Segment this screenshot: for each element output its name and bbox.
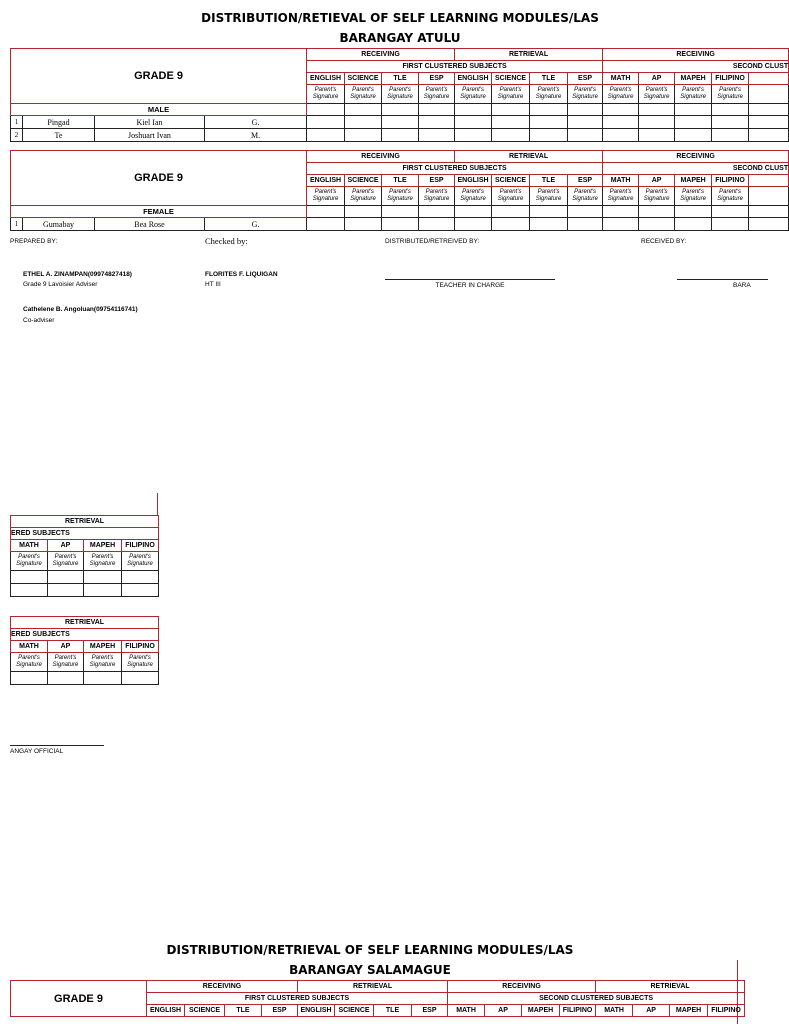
student-middle-initial: M. bbox=[205, 129, 307, 142]
clustered-header-cut: ERED SUBJECTS bbox=[11, 629, 159, 641]
subject-english: ENGLISH bbox=[455, 73, 492, 85]
receiving-header: RECEIVING bbox=[307, 49, 455, 61]
subject-ap: AP bbox=[48, 641, 84, 653]
subject-ap: AP bbox=[633, 1005, 670, 1017]
second-clustered-header: SECOND CLUST bbox=[603, 163, 789, 175]
female-label: FEMALE bbox=[11, 206, 307, 218]
subject-esp: ESP bbox=[419, 73, 455, 85]
student-first-name: Kiel Ian bbox=[95, 116, 205, 129]
subject-science: SCIENCE bbox=[492, 175, 530, 187]
student-first-name: Bea Rose bbox=[95, 218, 205, 231]
subject-esp: ESP bbox=[568, 175, 603, 187]
subject-mapeh: MAPEH bbox=[84, 540, 122, 552]
receiving-header: RECEIVING bbox=[603, 49, 789, 61]
subject-math: MATH bbox=[11, 641, 48, 653]
signature-line bbox=[677, 279, 768, 280]
male-label: MALE bbox=[11, 104, 307, 116]
subject-mapeh: MAPEH bbox=[675, 175, 712, 187]
subject-math: MATH bbox=[603, 175, 639, 187]
parents-signature: Parent's Signature bbox=[492, 85, 530, 104]
student-last-name: Pingad bbox=[23, 116, 95, 129]
parents-signature: Parent's Signature bbox=[530, 187, 568, 206]
clustered-header-cut: ERED SUBJECTS bbox=[11, 528, 159, 540]
grade-label: GRADE 9 bbox=[11, 981, 147, 1017]
subject-tle: TLE bbox=[530, 175, 568, 187]
subject-mapeh: MAPEH bbox=[675, 73, 712, 85]
retrieval-fragment-table bbox=[10, 616, 159, 685]
subject-filipino: FILIPINO bbox=[712, 73, 749, 85]
subject-tle: TLE bbox=[382, 175, 419, 187]
parents-signature: Parent's Signature bbox=[675, 85, 712, 104]
subject-ap: AP bbox=[48, 540, 84, 552]
teacher-in-charge-label: TEACHER IN CHARGE bbox=[435, 282, 505, 289]
parents-signature: Parent's Signature bbox=[712, 85, 749, 104]
parents-signature: Parent's Signature bbox=[568, 187, 603, 206]
subject-ap: AP bbox=[639, 175, 675, 187]
distributed-by-label: DISTRIBUTED/RETREIVED BY: bbox=[385, 238, 480, 245]
parents-signature: Parent's Signature bbox=[307, 187, 345, 206]
first-clustered-header: FIRST CLUSTERED SUBJECTS bbox=[307, 61, 603, 73]
parents-signature: Parent's Signature bbox=[84, 653, 122, 672]
subject-tle: TLE bbox=[225, 1005, 262, 1017]
subject-english: ENGLISH bbox=[298, 1005, 335, 1017]
parents-signature: Parent's Signature bbox=[84, 552, 122, 571]
subject-tle: TLE bbox=[374, 1005, 412, 1017]
subject-filipino: FILIPINO bbox=[560, 1005, 596, 1017]
subject-science: SCIENCE bbox=[345, 73, 382, 85]
subject-filipino: FILIPINO bbox=[122, 641, 159, 653]
signature-line bbox=[10, 745, 104, 746]
received-by-label: RECEIVED BY: bbox=[641, 238, 687, 245]
grade9-salamague-table bbox=[10, 980, 745, 1017]
retrieval-header: RETRIEVAL bbox=[11, 516, 159, 528]
subject-science: SCIENCE bbox=[345, 175, 382, 187]
subject-mapeh: MAPEH bbox=[670, 1005, 708, 1017]
retrieval-header: RETRIEVAL bbox=[11, 617, 159, 629]
subject-tle: TLE bbox=[530, 73, 568, 85]
parents-signature: Parent's Signature bbox=[382, 187, 419, 206]
signature-line bbox=[385, 279, 555, 280]
grade-label: GRADE 9 bbox=[11, 151, 307, 206]
subject-math: MATH bbox=[596, 1005, 633, 1017]
first-clustered-header: FIRST CLUSTERED SUBJECTS bbox=[147, 993, 448, 1005]
subject-math: MATH bbox=[11, 540, 48, 552]
student-first-name: Joshuart Ivan bbox=[95, 129, 205, 142]
coadviser-role: Co-adviser bbox=[23, 317, 55, 324]
subject-esp: ESP bbox=[262, 1005, 298, 1017]
barangay-official-label-cut: BARA bbox=[733, 282, 751, 289]
barangay-title: BARANGAY SALAMAGUE bbox=[289, 963, 451, 977]
coadviser-name: Cathelene B. Angoluan(09754116741) bbox=[23, 306, 138, 313]
receiving-header: RECEIVING bbox=[603, 151, 789, 163]
parents-signature: Parent's Signature bbox=[675, 187, 712, 206]
subject-ap: AP bbox=[639, 73, 675, 85]
grade-label: GRADE 9 bbox=[11, 49, 307, 104]
subject-english: ENGLISH bbox=[307, 175, 345, 187]
parents-signature: Parent's Signature bbox=[530, 85, 568, 104]
student-last-name: Te bbox=[23, 129, 95, 142]
subject-mapeh: MAPEH bbox=[84, 641, 122, 653]
parents-signature: Parent's Signature bbox=[307, 85, 345, 104]
subject-filipino: FILIPINO bbox=[708, 1005, 745, 1017]
subject-ap: AP bbox=[485, 1005, 522, 1017]
checked-by-label: Checked by: bbox=[205, 236, 248, 246]
parents-signature: Parent's Signature bbox=[492, 187, 530, 206]
prepared-by-label: PREPARED BY: bbox=[10, 238, 58, 245]
page-edge bbox=[157, 493, 158, 515]
parents-signature: Parent's Signature bbox=[455, 187, 492, 206]
grade9-male-table bbox=[10, 48, 789, 142]
student-middle-initial: G. bbox=[205, 218, 307, 231]
checker-role: HT III bbox=[205, 281, 221, 288]
receiving-header: RECEIVING bbox=[307, 151, 455, 163]
parents-signature: Parent's Signature bbox=[48, 653, 84, 672]
student-middle-initial: G. bbox=[205, 116, 307, 129]
parents-signature: Parent's Signature bbox=[712, 187, 749, 206]
receiving-header: RECEIVING bbox=[448, 981, 596, 993]
subject-filipino: FILIPINO bbox=[122, 540, 159, 552]
subject-tle: TLE bbox=[382, 73, 419, 85]
checker-name: FLORITES F. LIQUIGAN bbox=[205, 271, 278, 278]
receiving-header: RECEIVING bbox=[147, 981, 298, 993]
parents-signature: Parent's Signature bbox=[122, 552, 159, 571]
parents-signature: Parent's Signature bbox=[419, 85, 455, 104]
second-clustered-header: SECOND CLUSTERED SUBJECTS bbox=[448, 993, 745, 1005]
parents-signature: Parent's Signature bbox=[603, 85, 639, 104]
subject-math: MATH bbox=[448, 1005, 485, 1017]
subject-english: ENGLISH bbox=[147, 1005, 185, 1017]
first-clustered-header: FIRST CLUSTERED SUBJECTS bbox=[307, 163, 603, 175]
retrieval-header: RETRIEVAL bbox=[596, 981, 745, 993]
parents-signature: Parent's Signature bbox=[11, 653, 48, 672]
parents-signature: Parent's Signature bbox=[382, 85, 419, 104]
parents-signature: Parent's Signature bbox=[345, 85, 382, 104]
document-title: DISTRIBUTION/RETIEVAL OF SELF LEARNING MODULES/LAS bbox=[201, 11, 599, 25]
table-row: 2 Te Joshuart Ivan M. bbox=[11, 129, 789, 142]
subject-science: SCIENCE bbox=[492, 73, 530, 85]
parents-signature: Parent's Signature bbox=[639, 85, 675, 104]
subject-english: ENGLISH bbox=[455, 175, 492, 187]
second-clustered-header: SECOND CLUST bbox=[603, 61, 789, 73]
table-row: 1 Pingad Kiel Ian G. bbox=[11, 116, 789, 129]
parents-signature: Parent's Signature bbox=[419, 187, 455, 206]
parents-signature: Parent's Signature bbox=[122, 653, 159, 672]
retrieval-header: RETRIEVAL bbox=[298, 981, 448, 993]
subject-esp: ESP bbox=[568, 73, 603, 85]
retrieval-header: RETRIEVAL bbox=[455, 49, 603, 61]
grade9-female-table bbox=[10, 150, 789, 231]
adviser-name: ETHEL A. ZINAMPAN(09974827418) bbox=[23, 271, 132, 278]
subject-filipino: FILIPINO bbox=[712, 175, 749, 187]
parents-signature: Parent's Signature bbox=[48, 552, 84, 571]
parents-signature: Parent's Signature bbox=[345, 187, 382, 206]
subject-english: ENGLISH bbox=[307, 73, 345, 85]
document-title: DISTRIBUTION/RETRIEVAL OF SELF LEARNING MODULES/LAS bbox=[166, 943, 574, 957]
parents-signature: Parent's Signature bbox=[603, 187, 639, 206]
table-row: 1 Gumabay Bea Rose G. bbox=[11, 218, 789, 231]
parents-signature: Parent's Signature bbox=[11, 552, 48, 571]
subject-mapeh: MAPEH bbox=[522, 1005, 560, 1017]
student-last-name: Gumabay bbox=[23, 218, 95, 231]
parents-signature: Parent's Signature bbox=[455, 85, 492, 104]
subject-esp: ESP bbox=[412, 1005, 448, 1017]
subject-science: SCIENCE bbox=[335, 1005, 374, 1017]
retrieval-fragment-table bbox=[10, 515, 159, 597]
parents-signature: Parent's Signature bbox=[639, 187, 675, 206]
retrieval-header: RETRIEVAL bbox=[455, 151, 603, 163]
parents-signature: Parent's Signature bbox=[568, 85, 603, 104]
subject-math: MATH bbox=[603, 73, 639, 85]
barangay-official-label-cut: ANGAY OFFICIAL bbox=[10, 748, 64, 755]
subject-science: SCIENCE bbox=[185, 1005, 225, 1017]
subject-esp: ESP bbox=[419, 175, 455, 187]
barangay-title: BARANGAY ATULU bbox=[339, 31, 461, 45]
adviser-role: Grade 9 Lavoisier Adviser bbox=[23, 281, 98, 288]
